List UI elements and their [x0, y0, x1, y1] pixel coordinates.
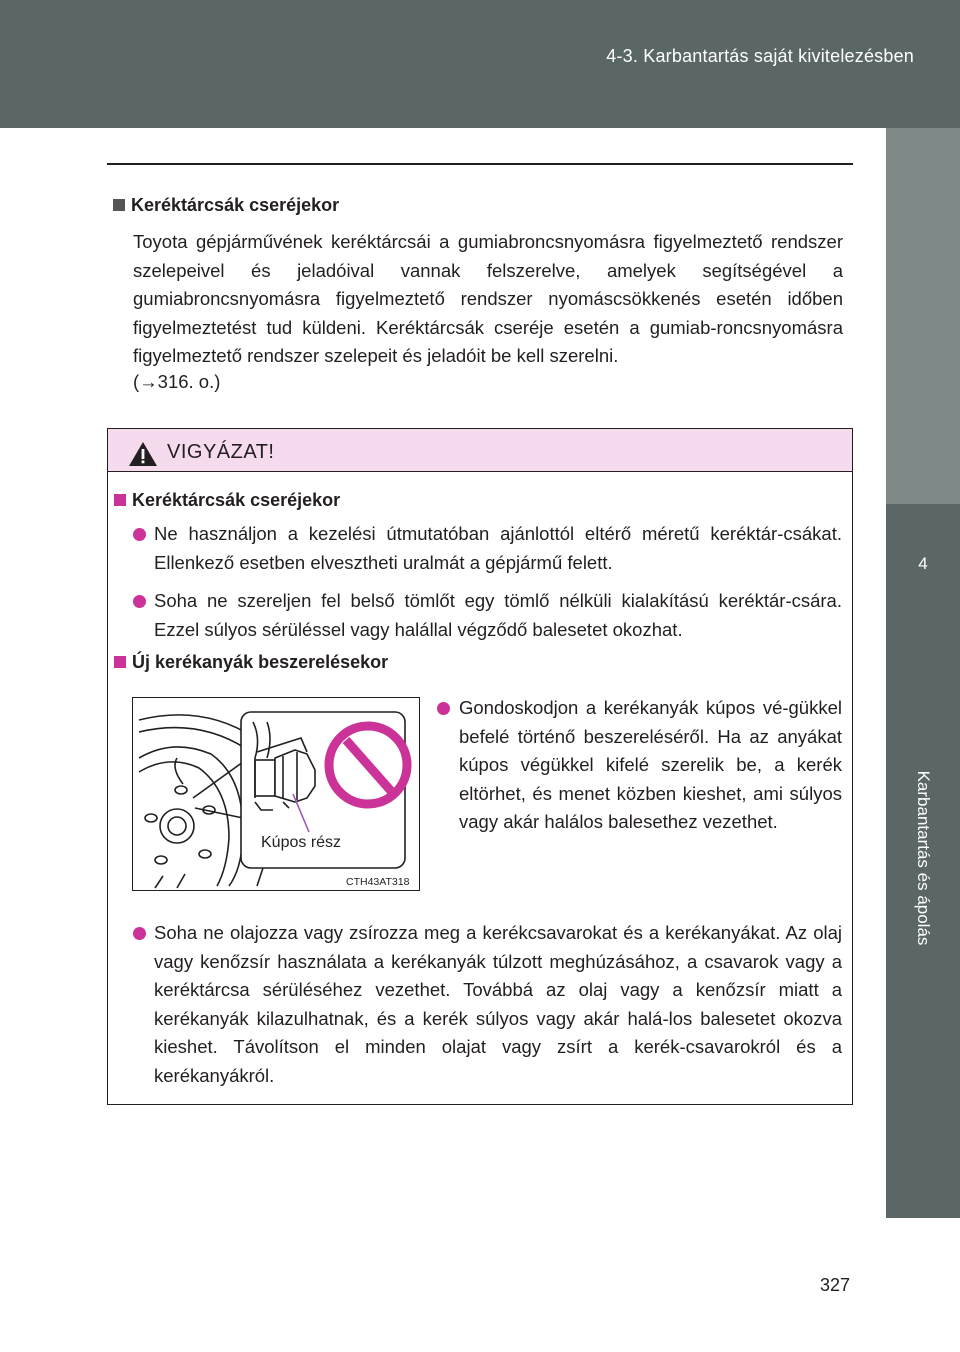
page-number: 327	[820, 1275, 851, 1295]
page-header	[0, 0, 960, 128]
warning-bullet-3-text: Gondoskodjon a kerékanyák kúpos vé-gükkel befelé történő beszereléséről. Ha az anyákat kúpos végükkel kifelé szerelik be, a kerék eltörhet, és menet közben kieshet, ami súlyos vagy akár halálos balesethez vezethet.	[459, 697, 842, 832]
warning-bullet-1-text: Ne használjon a kezelési útmutatóban ajánlottól eltérő méretű keréktár-csákat. Ellenkező esetben elvesztheti uralmát a gépjármű felett.	[154, 523, 842, 573]
warning-bullet-4-text: Soha ne olajozza vagy zsírozza meg a kerékcsavarokat és a kerékanyákat. Az olaj vagy kenőzsír használata a kerékanyák túlzott meghúzásához, a csavarok vagy a keréktárcsa sérüléséhez vezethet. Továbbá az olaj vagy a kenőzsír miatt a kerékanyák kilazulhatnak, és a kerék súlyos vagy akár halá-los balesetet okozva kieshet. Távolítson el minden olajat vagy zsírt a kerék-csavarokról és a kerékanyákról.	[154, 922, 842, 1086]
warning-triangle-icon	[128, 441, 158, 467]
chapter-title: 4-3. Karbantartás saját kivitelezésben	[606, 46, 914, 66]
warning-bullet-2-text: Soha ne szereljen fel belső tömlőt egy tömlő nélküli kialakítású keréktár-csára. Ezzel súlyos sérüléssel vagy halállal végződő balesetet okozhat.	[154, 590, 842, 640]
chapter-side-label: Karbantartás és ápolás	[914, 770, 933, 946]
figure-label: Kúpos rész	[261, 834, 342, 851]
round-bullet-icon	[437, 702, 450, 715]
figure-code: CTH43AT318	[346, 876, 410, 888]
page-reference: (→316. o.)	[133, 371, 221, 392]
side-tab-top-block	[886, 128, 960, 504]
round-bullet-icon	[133, 595, 146, 608]
chapter-number: 4	[918, 554, 928, 573]
warning-subheading-2	[114, 652, 388, 673]
warning-subheading-1	[114, 490, 340, 511]
section-heading	[113, 195, 339, 216]
section-body: Toyota gépjárművének keréktárcsái a gumiabroncsnyomásra figyelmeztető rendszer szelepeivel és jeladóival vannak felszerelve, amelyek segítségével a gumiabroncsnyomásra figyelmeztető rendszer nyomáscsökkenés esetén időben figyelmeztetést tud küldeni. Keréktárcsák cseréje esetén a gumiab-roncsnyomásra figyelmeztető rendszer szelepeit és jeladóit be kell szerelni.	[133, 231, 843, 366]
warning-bullet-4	[133, 919, 842, 1090]
warning-bullet-3	[437, 694, 842, 837]
square-bullet-icon	[114, 656, 126, 668]
round-bullet-icon	[133, 927, 146, 940]
section-heading-text: Keréktárcsák cseréjekor	[131, 195, 340, 215]
warning-bullet-1	[133, 520, 842, 577]
warning-header	[108, 429, 852, 472]
round-bullet-icon	[133, 528, 146, 541]
chapter-side-tab	[886, 128, 960, 1218]
warning-bullet-2	[133, 587, 842, 644]
warning-subheading-1-text: Keréktárcsák cseréjekor	[132, 490, 341, 510]
square-bullet-icon	[113, 199, 125, 211]
warning-box	[107, 428, 853, 1105]
top-divider	[107, 163, 853, 165]
square-bullet-icon	[114, 494, 126, 506]
wheel-nut-illustration	[133, 698, 419, 890]
warning-title: VIGYÁZAT!	[167, 441, 275, 463]
warning-subheading-2-text: Új kerékanyák beszerelésekor	[132, 652, 389, 672]
wheel-nut-figure	[132, 697, 420, 891]
